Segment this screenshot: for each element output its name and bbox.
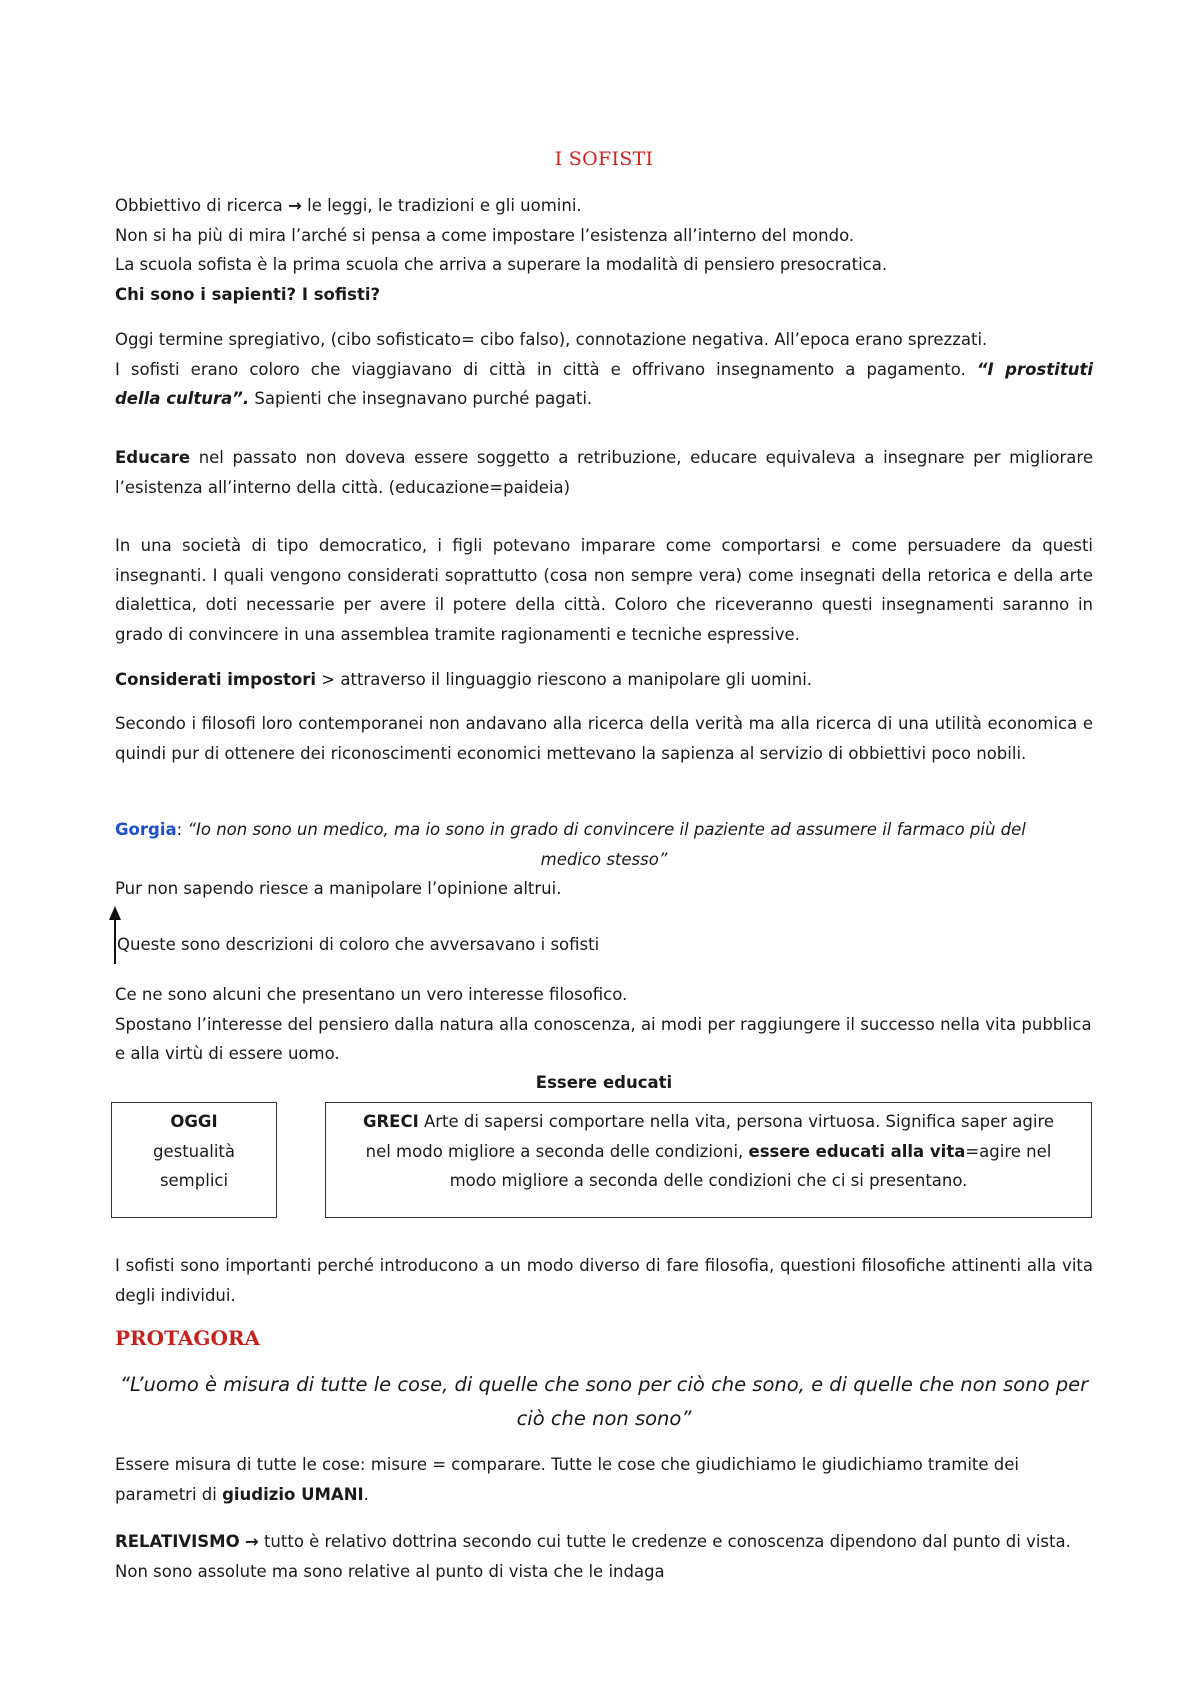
- misura-end: .: [363, 1484, 369, 1504]
- gorgia-quote-1: “Io non sono un medico, ma io sono in grado di convincere il paziente ad assumere il farmaco più del: [187, 820, 1026, 839]
- misura-text: Essere misura di tutte le cose: misure = comparare. Tutte le cose che giudichiamo le giudichiamo tramite dei parametri di: [115, 1455, 1020, 1504]
- protagora-quote: [115, 1368, 1093, 1436]
- impostori-paragraph: [115, 665, 1093, 695]
- greci-text-1: Arte di sapersi comportare nella vita, persona virtuosa. Significa saper agire nel modo migliore a seconda delle condizioni,: [365, 1112, 1055, 1161]
- greci-text-2: =agire nel modo migliore a seconda delle condizioni che ci si presentano.: [449, 1141, 1052, 1190]
- intro-paragraph: [115, 191, 1093, 309]
- educare-bold: Educare: [115, 448, 191, 467]
- today-line-2-text: I sofisti erano coloro che viaggiavano di città in città e offrivano insegnamento a pagamento.: [115, 359, 977, 379]
- filosofi-paragraph: Secondo i filosofi loro contemporanei non andavano alla ricerca della verità ma alla ricerca di una utilità economica e quindi pur di ottenere dei riconoscimenti economici mettevano la sapienza al servizio di obbiettivi poco nobili.: [115, 714, 1093, 763]
- note-arrow-text: Queste sono descrizioni di coloro che avversavano i sofisti: [117, 935, 600, 954]
- today-line-2: [115, 355, 1093, 385]
- arrow-line: [114, 918, 116, 964]
- intro-line-2: Non si ha più di mira l’arché si pensa a come impostare l’esistenza all’interno del mondo.: [115, 225, 855, 245]
- right-arrow-icon: →: [288, 196, 302, 215]
- gorgia-after: Pur non sapendo riesce a manipolare l’opinione altrui.: [115, 879, 562, 898]
- relativismo-bold: RELATIVISMO: [115, 1532, 240, 1551]
- oggi-title: OGGI: [170, 1112, 218, 1131]
- greci-bold: essere educati alla vita: [748, 1141, 966, 1161]
- gorgia-line-1: [115, 815, 1093, 845]
- greci-box: [325, 1102, 1092, 1218]
- educare-rest: nel passato non doveva essere soggetto a retribuzione, educare equivaleva a insegnare per migliorare l’esistenza all’interno della città. (educazione=paideia): [115, 448, 1093, 497]
- protagora-quote-2: ciò che non sono”: [516, 1407, 692, 1430]
- intro-question: Chi sono i sapienti? I sofisti?: [115, 284, 381, 304]
- society-paragraph: In una società di tipo democratico, i figli potevano imparare come comportarsi e come persuadere da questi insegnanti. I quali vengono considerati soprattutto (cosa non sempre vera) come insegnati della retorica e della arte dialettica, doti necessarie per avere il potere della città. Coloro che riceveranno questi insegnamenti saranno in grado di convincere in una assemblea tramite ragionamenti e tecniche espressive.: [115, 536, 1093, 644]
- today-line-3-rest: Sapienti che insegnavano purché pagati.: [249, 389, 593, 408]
- cultura-quote: della cultura”.: [115, 389, 250, 408]
- today-paragraph: [115, 325, 1093, 414]
- gorgia-block: [115, 815, 1093, 904]
- importanti-paragraph: I sofisti sono importanti perché introducono a un modo diverso di fare filosofia, questioni filosofiche attinenti alla vita degli individui.: [115, 1256, 1093, 1305]
- misura-paragraph: [115, 1450, 1093, 1509]
- relativismo-paragraph: [115, 1527, 1093, 1586]
- impostori-bold: Considerati impostori: [115, 670, 317, 689]
- impostori-rest: > attraverso il linguaggio riescono a manipolare gli uomini.: [316, 670, 813, 689]
- gorgia-quote-2: medico stesso”: [540, 849, 668, 869]
- interesse-line-1: Ce ne sono alcuni che presentano un vero interesse filosofico.: [115, 985, 628, 1004]
- misura-bold: giudizio UMANI: [222, 1484, 364, 1504]
- page-title: I SOFISTI: [554, 148, 654, 170]
- intro-line-1-rest: le leggi, le tradizioni e gli uomini.: [301, 196, 582, 215]
- intro-line-3: La scuola sofista è la prima scuola che arriva a superare la modalità di pensiero presocratica.: [115, 255, 888, 274]
- greci-title: GRECI: [362, 1112, 419, 1131]
- interesse-paragraph: [115, 980, 1093, 1069]
- gorgia-name: Gorgia: [115, 820, 177, 839]
- today-line-3: [115, 384, 1093, 414]
- today-line-1: Oggi termine spregiativo, (cibo sofisticato= cibo falso), connotazione negativa. All’epoca erano sprezzati.: [115, 330, 988, 349]
- essere-educati-heading: Essere educati: [535, 1073, 673, 1092]
- oggi-line-2: semplici: [159, 1171, 229, 1190]
- prostituti-quote: “I prostituti: [976, 359, 1093, 379]
- oggi-line-1: gestualità: [152, 1141, 235, 1161]
- oggi-box: [111, 1102, 277, 1218]
- relativismo-rest: tutto è relativo dottrina secondo cui tutte le credenze e conoscenza dipendono dal punto di vista. Non sono assolute ma sono relative al punto di vista che le indaga: [115, 1532, 1071, 1581]
- educare-paragraph: [115, 443, 1093, 502]
- intro-label: Obbiettivo di ricerca: [115, 196, 283, 215]
- gorgia-colon: :: [176, 820, 188, 839]
- protagora-heading: PROTAGORA: [115, 1326, 261, 1350]
- right-arrow-icon: →: [244, 1532, 259, 1551]
- interesse-line-2: Spostano l’interesse del pensiero dalla natura alla conoscenza, ai modi per raggiungere il successo nella vita pubblica e alla virtù di essere uomo.: [115, 1014, 1092, 1063]
- intro-line-1: [115, 191, 1093, 221]
- protagora-quote-1: “L’uomo è misura di tutte le cose, di quelle che sono per ciò che sono, e di quelle che non sono per: [119, 1373, 1089, 1396]
